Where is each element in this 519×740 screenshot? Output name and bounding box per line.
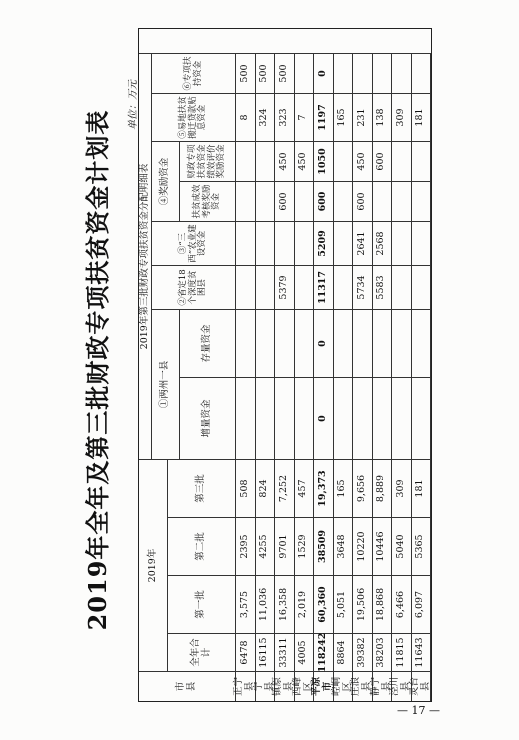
header-c5: ⑤易地扶贫搬迁贷款贴息资金: [152, 93, 236, 141]
table-cell: 600: [275, 181, 295, 221]
header-c6: ⑥专项扶持资金: [152, 53, 236, 93]
table-cell: [256, 141, 276, 181]
table-cell: 60,360: [314, 575, 334, 633]
table-cell: [412, 53, 432, 93]
table-cell: 6478: [236, 633, 256, 671]
table-cell: [392, 309, 412, 377]
table-cell: 118242: [314, 633, 334, 671]
table-cell: 8: [236, 93, 256, 141]
header-batch1: 第一批: [168, 575, 236, 633]
table-cell: 11317: [314, 265, 334, 309]
table-cell: 16115: [256, 633, 276, 671]
table-cell: [353, 53, 373, 93]
table-cell: 11643: [412, 633, 432, 671]
table-cell: [275, 221, 295, 265]
table-cell: 450: [275, 141, 295, 181]
table-cell: 5,051: [334, 575, 354, 633]
table-cell: [275, 377, 295, 459]
table-cell: 0: [314, 309, 334, 377]
funding-table: [138, 28, 432, 702]
table-cell: [334, 221, 354, 265]
header-c4-assessment: 扶贫成效考核奖励资金: [180, 181, 236, 221]
table-cell: [392, 377, 412, 459]
header-c4-performance: 财政专项扶贫资金绩效评价奖励资金: [180, 141, 236, 181]
header-allocation: 2019年第三批财政专项扶贫资金分配明细表: [139, 53, 152, 459]
table-cell: [392, 141, 412, 181]
table-cell: [412, 377, 432, 459]
header-c1-increment: 增量资金: [180, 377, 236, 459]
table-cell: 600: [353, 181, 373, 221]
table-cell: 309: [392, 459, 412, 517]
table-cell: 6,097: [412, 575, 432, 633]
table-cell: 0: [314, 53, 334, 93]
table-cell: [295, 53, 315, 93]
table-cell: 33311: [275, 633, 295, 671]
page-number: — 17 —: [397, 704, 440, 717]
table-cell: 7: [295, 93, 315, 141]
table-cell: 8864: [334, 633, 354, 671]
table-cell: 500: [256, 53, 276, 93]
table-cell: 2,019: [295, 575, 315, 633]
table-cell: 138: [373, 93, 393, 141]
table-cell: 165: [334, 93, 354, 141]
table-cell: [392, 53, 412, 93]
table-cell: [392, 181, 412, 221]
table-cell: 824: [256, 459, 276, 517]
table-cell: 3648: [334, 517, 354, 575]
table-cell: 19,373: [314, 459, 334, 517]
header-c1-stock: 存量资金: [180, 309, 236, 377]
table-cell: [412, 309, 432, 377]
header-county: 市 县: [139, 671, 236, 701]
table-cell: [392, 221, 412, 265]
table-cell: 600: [373, 141, 393, 181]
table-cell: 4005: [295, 633, 315, 671]
table-cell: [295, 181, 315, 221]
table-cell: [412, 265, 432, 309]
table-cell: [295, 377, 315, 459]
table-cell: 38509: [314, 517, 334, 575]
table-cell: 450: [353, 141, 373, 181]
table-cell: 16,358: [275, 575, 295, 633]
header-total: 全年合计: [168, 633, 236, 671]
table-cell: 5734: [353, 265, 373, 309]
table-cell: [256, 377, 276, 459]
table-cell: 181: [412, 93, 432, 141]
table-cell: [353, 377, 373, 459]
table-cell: 7,252: [275, 459, 295, 517]
table-cell: [392, 265, 412, 309]
table-cell: [236, 309, 256, 377]
header-c3: ③“三西”农业建设资金: [152, 221, 236, 265]
table-cell: 4255: [256, 517, 276, 575]
table-cell: 1197: [314, 93, 334, 141]
table-cell: 5040: [392, 517, 412, 575]
table-cell: [334, 181, 354, 221]
table-cell: [373, 53, 393, 93]
header-c2: ②省定18个深度贫困县: [152, 265, 236, 309]
page-title: 2019年全年及第三批财政专项扶贫资金计划表: [83, 109, 112, 631]
table-cell: 5379: [275, 265, 295, 309]
table-cell: 0: [314, 377, 334, 459]
table-cell: 309: [392, 93, 412, 141]
table-cell: 19,506: [353, 575, 373, 633]
table-cell: 508: [236, 459, 256, 517]
table-cell: 1529: [295, 517, 315, 575]
row-county-name: 正宁县: [236, 671, 256, 701]
table-cell: 2395: [236, 517, 256, 575]
table-cell: [373, 377, 393, 459]
row-county-name: 灵台县: [412, 671, 432, 701]
table-cell: [353, 309, 373, 377]
header-batch2: 第二批: [168, 517, 236, 575]
table-cell: 500: [275, 53, 295, 93]
table-cell: 11,036: [256, 575, 276, 633]
table-cell: [373, 309, 393, 377]
table-cell: 2641: [353, 221, 373, 265]
table-cell: 8,889: [373, 459, 393, 517]
table-cell: [256, 309, 276, 377]
table-cell: [334, 377, 354, 459]
table-cell: [295, 221, 315, 265]
table-cell: 500: [236, 53, 256, 93]
table-cell: [236, 141, 256, 181]
table-cell: [236, 265, 256, 309]
table-cell: 450: [295, 141, 315, 181]
table-cell: [295, 309, 315, 377]
table-cell: [236, 221, 256, 265]
table-cell: [236, 181, 256, 221]
table-cell: [236, 377, 256, 459]
table-cell: [295, 265, 315, 309]
table-cell: [275, 309, 295, 377]
table-cell: 5365: [412, 517, 432, 575]
table-cell: 600: [314, 181, 334, 221]
table-cell: 165: [334, 459, 354, 517]
table-cell: [256, 221, 276, 265]
table-cell: 231: [353, 93, 373, 141]
row-county-name: 镇原县: [275, 671, 295, 701]
row-county-name: 平凉市: [314, 671, 334, 701]
header-c1: ①两州一县: [152, 309, 180, 459]
table-cell: [334, 309, 354, 377]
table-cell: 323: [275, 93, 295, 141]
table-cell: 18,868: [373, 575, 393, 633]
table-cell: [256, 181, 276, 221]
table-cell: [412, 141, 432, 181]
row-county-name: 崆峒区: [334, 671, 354, 701]
table-cell: 5209: [314, 221, 334, 265]
row-county-name: 静宁县: [373, 671, 393, 701]
table-cell: 6,466: [392, 575, 412, 633]
unit-label: 单位：万元: [128, 80, 139, 130]
row-county-name: 西峰区: [295, 671, 315, 701]
table-cell: 181: [412, 459, 432, 517]
table-cell: [412, 181, 432, 221]
table-cell: 10446: [373, 517, 393, 575]
table-cell: 11815: [392, 633, 412, 671]
header-c4: ④奖励资金: [152, 141, 180, 221]
table-cell: 10220: [353, 517, 373, 575]
table-cell: 2568: [373, 221, 393, 265]
header-year-2019: 2019年: [139, 459, 168, 671]
row-county-name: 庄浪县: [353, 671, 373, 701]
table-cell: 39382: [353, 633, 373, 671]
row-county-name: 泾川县: [392, 671, 412, 701]
table-cell: [412, 221, 432, 265]
table-cell: [334, 141, 354, 181]
table-cell: 9701: [275, 517, 295, 575]
table-cell: 1050: [314, 141, 334, 181]
table-cell: 9,656: [353, 459, 373, 517]
table-cell: 457: [295, 459, 315, 517]
table-cell: 3,575: [236, 575, 256, 633]
table-cell: [256, 265, 276, 309]
header-batch3: 第三批: [168, 459, 236, 517]
table-cell: 38203: [373, 633, 393, 671]
row-county-name: 宁 县: [256, 671, 276, 701]
table-cell: [373, 181, 393, 221]
table-cell: [334, 53, 354, 93]
table-cell: [334, 265, 354, 309]
table-cell: 5583: [373, 265, 393, 309]
table-cell: 324: [256, 93, 276, 141]
